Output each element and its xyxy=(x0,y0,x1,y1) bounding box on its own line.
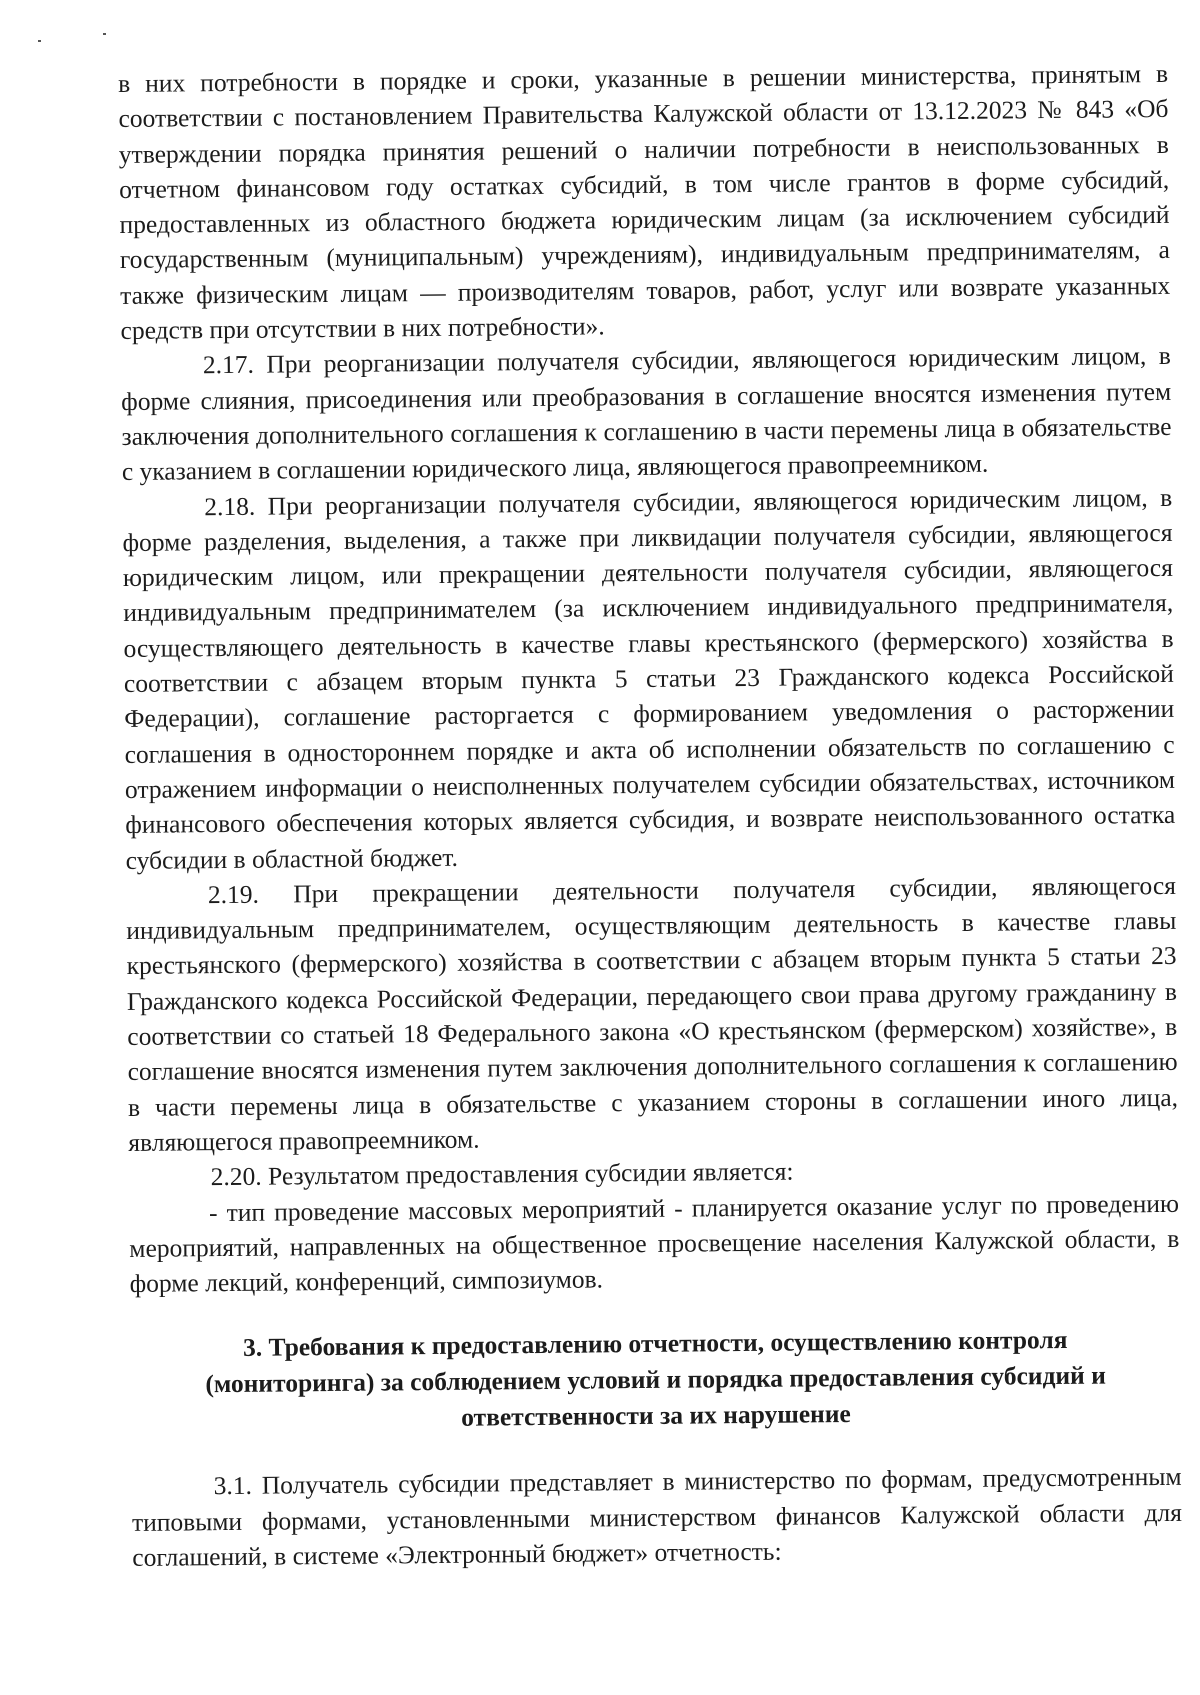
paragraph-continuation: в них потребности в порядке и сроки, указанные в решении министерства, принятым в соответствии с постановлением Правительства Калужской области от 13.12.2023 № 843 «Об утверждении порядка принятия решений о наличии потребности в неиспользованных в отчетном финансовом году остатках субсидий, в том числе грантов в форме субсидий, предоставленных из областного бюджета юридическим лицам (за исключением субсидий государственным (муниципальным) учреждениям), индивидуальным предпринимателям, а также физическим лицам — производителям товаров, работ, услуг или возврате указанных средств при отсутствии в них потребности». xyxy=(118,58,1171,346)
scan-speck xyxy=(103,33,106,35)
section-3-heading-line: ответственности за их нарушение xyxy=(461,1399,851,1433)
scan-speck xyxy=(38,40,41,42)
paragraph-3-1: 3.1. Получатель субсидии представляет в министерство по формам, предусмотренным типовыми формами, установленными министерством финансов Калужской области для соглашений, в системе «Электронный бюджет» отчетность: xyxy=(131,1462,1183,1572)
section-3-heading xyxy=(130,1321,1181,1439)
paragraph-2-20-result-item: - тип проведение массовых мероприятий - планируется оказание услуг по проведению мероприятий, направленных на общественное просвещение населения Калужской области, в форме лекций, конференций, симпозиумов. xyxy=(129,1188,1180,1299)
paragraph-2-18: 2.18. При реорганизации получателя субсидии, являющегося юридическим лицом, в форме разделения, выделения, а также при ликвидации получателя субсидии, являющегося юридическим лицом, или прекращении деятельности получателя субсидии, являющегося индивидуальным предпринимателем (за исключением индивидуального предпринимателя, осуществляющего деятельность в качестве главы крестьянского (фермерского) хозяйства в соответствии с абзацем вторым пункта 5 статьи 23 Гражданского кодекса Российской Федерации), соглашение расторгается с формированием уведомления о расторжении соглашения в одностороннем порядке и акта об исполнении обязательств по соглашению с отражением информации о неисполненных получателем субсидии обязательствах, источником финансового обеспечения которых является субсидия, и возврате неиспользованного остатка субсидии в областной бюджет. xyxy=(122,482,1176,875)
paragraph-2-17: 2.17. При реорганизации получателя субсидии, являющегося юридическим лицом, в форме слияния, присоединения или преобразования в соглашение вносятся изменения путем заключения дополнительного соглашения к соглашению в части перемены лица в обязательстве с указанием в соглашении юридического лица, являющегося правопреемником. xyxy=(121,341,1172,487)
paragraph-2-19: 2.19. При прекращении деятельности получателя субсидии, являющегося индивидуальным предпринимателем, осуществляющим деятельность в качестве главы крестьянского (фермерского) хозяйства в соответствии с абзацем вторым пункта 5 статьи 23 Гражданского кодекса Российской Федерации, передающего свои права другому гражданину в соответствии со статьей 18 Федерального закона «О крестьянском (фермерском) хозяйстве», в соглашение вносятся изменения путем заключения дополнительного соглашения к соглашению в части перемены лица в обязательстве с указанием стороны в соглашении иного лица, являющегося правопреемником. xyxy=(126,870,1179,1157)
paragraph-2-20: 2.20. Результатом предоставления субсидии является: xyxy=(210,1156,794,1192)
section-3-heading-line: 3. Требования к предоставлению отчетности, осуществлению контроля xyxy=(242,1325,1068,1363)
document-page xyxy=(118,56,1182,1575)
section-3-heading-line: (мониторинга) за соблюдением условий и порядка предоставления субсидий и xyxy=(205,1360,1107,1399)
